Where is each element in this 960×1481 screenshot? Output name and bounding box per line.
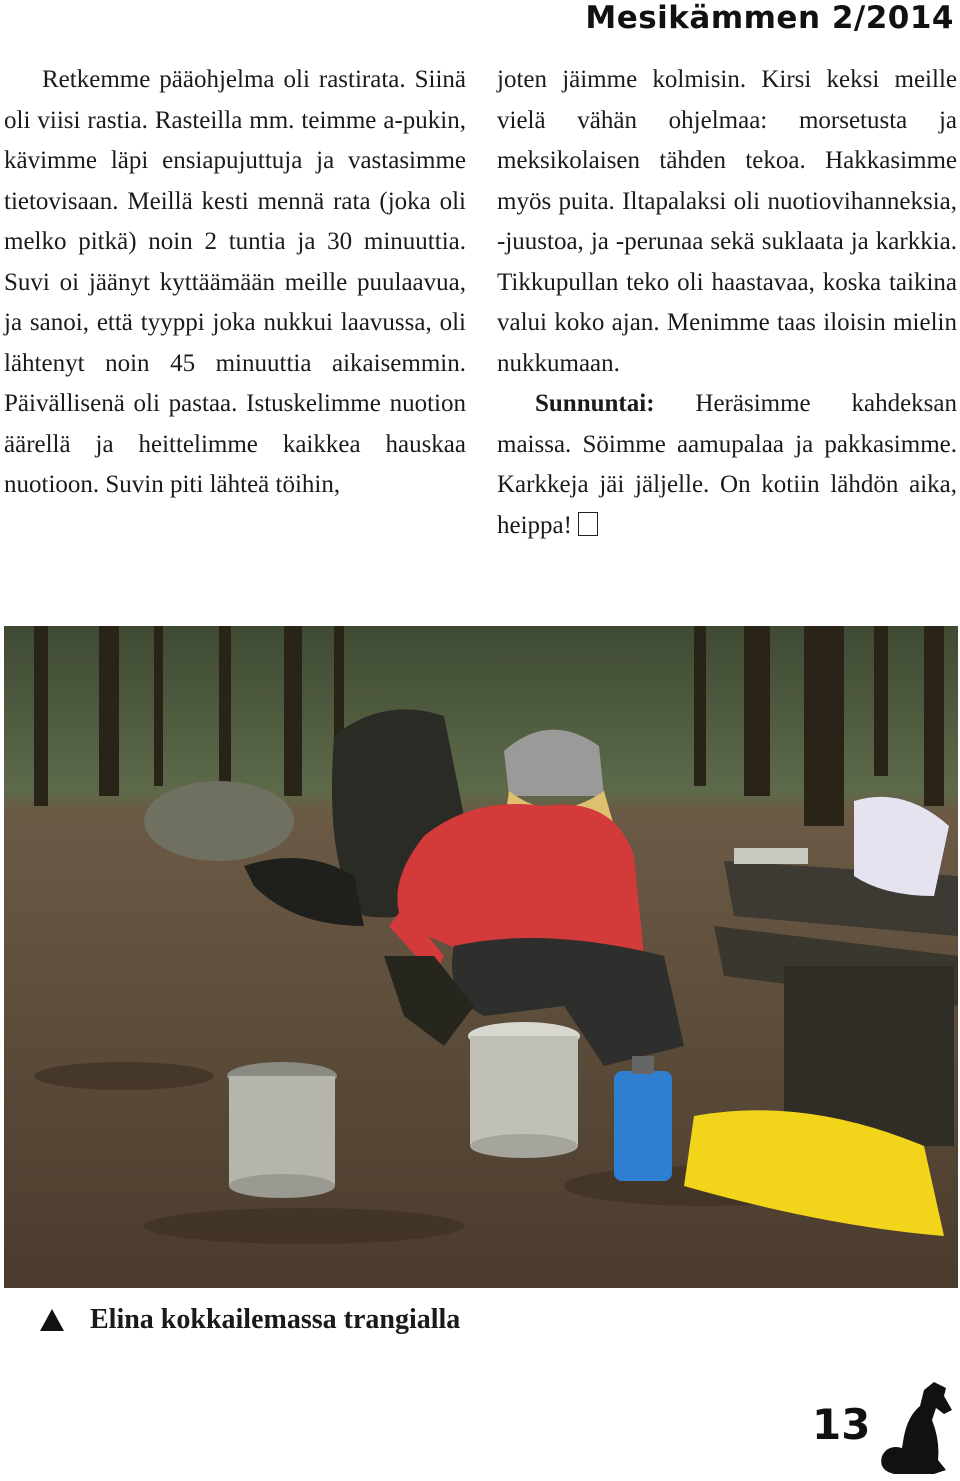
right-paragraph-1: joten jäimme kolmisin. Kirsi keksi meille vielä vähän ohjelmaa: morsetusta ja meksikolaisen tähden tekoa. Hakkasimme myös puita. Iltapalaksi oli nuotiovihanneksia, -juustoa, ja -perunaa sekä suklaata ja karkkia. Tikkupullan teko oli haastavaa, koska taikina valui koko ajan. Menimme taas iloisin mielin nukkumaan.	[497, 66, 957, 377]
triangle-up-icon	[40, 1309, 64, 1331]
left-text-column	[4, 60, 466, 506]
page-header: Mesikämmen 2/2014	[585, 0, 954, 36]
photo-caption	[40, 1304, 460, 1336]
left-paragraph: Retkemme pääohjelma oli rastirata. Siinä oli viisi rastia. Rasteilla mm. teimme a-pukin, kävimme läpi ensiapujuttuja ja vastasimme tietovisaan. Meillä kesti mennä rata (joka oli melko pitkä) noin 2 tuntia ja 30 minuuttia. Suvi oi jäänyt kyttäämään meille puulaavua, ja sanoi, että tyyppi joka nukkui laavussa, oli lähtenyt noin 45 minuuttia aikaisemmin. Päivällisenä oli pastaa. Istuskelimme nuotion äärellä ja heittelimme kaikkea hauskaa nuotioon. Suvin piti lähteä töihin,	[4, 66, 466, 498]
camp-photo	[4, 626, 958, 1288]
right-paragraph-2	[497, 384, 957, 546]
page-number: 13	[812, 1400, 871, 1449]
day-label: Sunnuntai:	[535, 390, 655, 417]
day-text: Heräsimme kahdeksan maissa. Söimme aamupalaa ja pakkasimme. Karkkeja jäi jäljelle. On kotiin lähdön aika, heippa!	[497, 390, 957, 539]
caption-text: Elina kokkailemassa trangialla	[90, 1304, 461, 1335]
howling-wolf-icon	[874, 1380, 958, 1481]
right-text-column	[497, 60, 957, 546]
smiley-glyph-icon	[578, 512, 598, 536]
